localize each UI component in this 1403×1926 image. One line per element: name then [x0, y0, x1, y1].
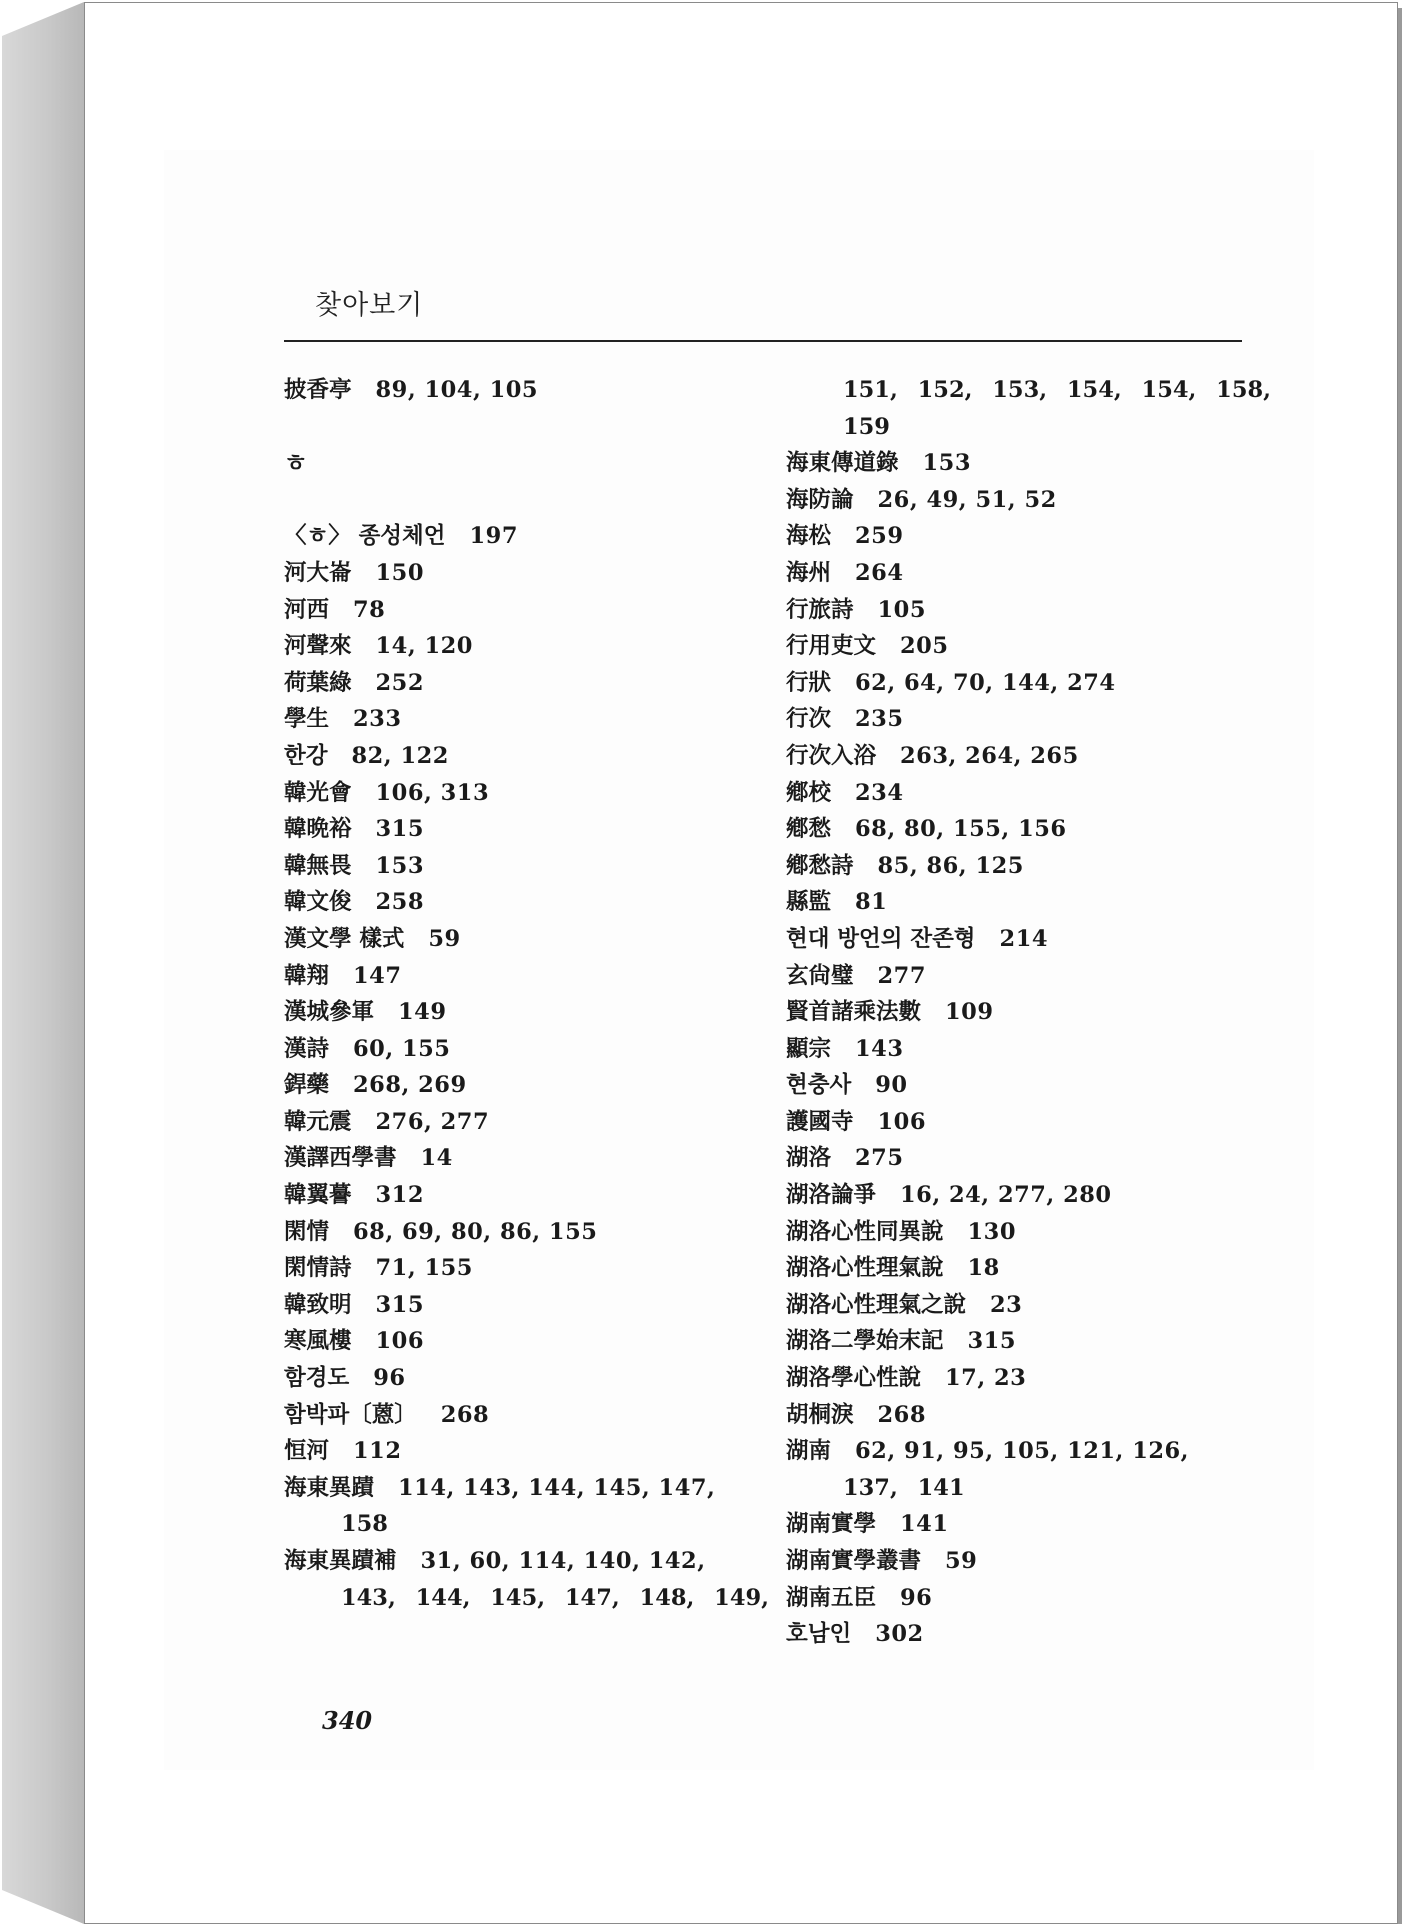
index-term: 行狀	[786, 669, 832, 696]
index-pages: 205	[900, 633, 949, 660]
index-term: 縣監	[786, 889, 832, 916]
index-pages: 197	[469, 523, 518, 550]
index-pages: 264	[855, 559, 904, 586]
index-entry	[284, 1433, 754, 1470]
index-term: 恒河	[284, 1438, 330, 1465]
index-entry	[284, 884, 754, 921]
index-pages: 18	[967, 1255, 1000, 1282]
index-entry	[284, 1397, 754, 1434]
index-term: 韓翔	[284, 962, 330, 989]
index-entry	[786, 1104, 1246, 1141]
index-pages: 68, 69, 80, 86, 155	[353, 1218, 598, 1245]
index-pages: 62, 91, 95, 105, 121, 126,	[855, 1438, 1190, 1465]
index-term: 銲藥	[284, 1072, 330, 1099]
section-gap	[284, 482, 754, 519]
index-pages: 252	[375, 669, 424, 696]
index-term: 湖南	[786, 1438, 832, 1465]
index-pages: 150	[375, 559, 424, 586]
index-pages-continued: 143, 144, 145, 147, 148, 149,	[341, 1584, 769, 1611]
index-term: 顯宗	[786, 1035, 832, 1062]
index-pages: 106	[877, 1108, 926, 1135]
index-entry	[786, 665, 1246, 702]
index-pages: 71, 155	[375, 1255, 473, 1282]
index-term: 海東異蹟補	[284, 1548, 397, 1574]
index-term: 湖南實學叢書	[786, 1548, 922, 1574]
index-pages: 68, 80, 155, 156	[855, 816, 1067, 843]
book-edge	[1398, 8, 1402, 1924]
index-entry	[284, 1067, 754, 1104]
index-pages: 31, 60, 114, 140, 142,	[420, 1548, 706, 1574]
index-term: 學生	[284, 706, 330, 733]
index-pages: 234	[855, 779, 904, 806]
index-term: 韓光會	[284, 779, 352, 806]
index-term: 湖洛論爭	[786, 1182, 877, 1209]
index-term: 함경도	[284, 1365, 350, 1392]
index-pages: 89, 104, 105	[375, 377, 539, 403]
index-pages: 60, 155	[353, 1035, 451, 1062]
index-term: 湖南五臣	[786, 1584, 877, 1611]
index-entry	[786, 1323, 1246, 1360]
index-pages: 90	[875, 1072, 908, 1099]
left-top-entries	[284, 372, 754, 409]
index-entry	[284, 738, 754, 775]
page-number: 340	[322, 1706, 373, 1735]
index-term: 湖洛心性理氣之說	[786, 1291, 967, 1318]
index-term: 韓文俊	[284, 889, 352, 916]
index-entry	[284, 921, 754, 958]
index-term: 胡桐淚	[786, 1401, 854, 1428]
index-pages: 233	[353, 706, 402, 733]
index-entry	[786, 1140, 1246, 1177]
index-term: 行旅詩	[786, 596, 854, 623]
index-entry	[786, 921, 1246, 958]
index-pages: 315	[967, 1328, 1016, 1355]
index-entry	[284, 372, 754, 409]
index-term: 湖洛二學始末記	[786, 1328, 944, 1355]
index-pages: 275	[855, 1145, 904, 1172]
index-term: 行次	[786, 706, 832, 733]
index-pages: 302	[875, 1621, 924, 1648]
index-term: 河西	[284, 596, 330, 623]
index-term: 함박파〔蒽〕	[284, 1401, 417, 1428]
index-pages: 149	[398, 999, 447, 1026]
index-pages: 96	[900, 1584, 933, 1611]
index-term: 漢譯西學書	[284, 1145, 397, 1172]
index-term: 鄕愁詩	[786, 852, 854, 879]
index-term: 海東傳道錄	[786, 450, 899, 477]
index-term: 호남인	[786, 1621, 852, 1648]
index-entry	[786, 1177, 1246, 1214]
index-entry	[786, 1031, 1246, 1068]
index-pages: 17, 23	[945, 1365, 1027, 1392]
index-entry	[786, 555, 1246, 592]
index-pages: 153	[375, 852, 424, 879]
index-term: 賢首諸乘法數	[786, 999, 922, 1026]
index-entry	[786, 628, 1246, 665]
index-pages: 214	[999, 925, 1049, 952]
index-term: 閑情詩	[284, 1255, 352, 1282]
index-entry	[284, 1250, 754, 1287]
index-entry	[284, 518, 754, 555]
index-entry	[284, 848, 754, 885]
index-entry	[786, 1616, 1246, 1653]
index-pages: 312	[375, 1182, 424, 1209]
index-entry	[284, 555, 754, 592]
index-pages: 26, 49, 51, 52	[877, 486, 1057, 513]
index-entry	[786, 1214, 1246, 1251]
index-term: 〈ㅎ〉 종성체언	[284, 523, 446, 550]
index-pages-continued: 159	[843, 413, 890, 440]
index-term: 湖洛心性同異說	[786, 1218, 944, 1245]
index-pages: 82, 122	[351, 742, 449, 769]
right-entries	[786, 445, 1246, 1653]
index-entry	[284, 1214, 754, 1251]
index-entry	[786, 738, 1246, 775]
index-entry	[284, 1140, 754, 1177]
index-entry	[786, 1433, 1246, 1470]
index-pages: 109	[945, 999, 994, 1026]
index-term: 韓致明	[284, 1291, 352, 1318]
index-pages: 106	[375, 1328, 424, 1355]
index-term: 현충사	[786, 1072, 852, 1099]
index-entry	[284, 1470, 754, 1507]
index-entry	[786, 482, 1246, 519]
index-entry	[284, 592, 754, 629]
index-entry	[786, 1287, 1246, 1324]
index-entry	[284, 1323, 754, 1360]
index-term: 현대 방언의 잔존형	[786, 925, 976, 952]
index-entry	[284, 701, 754, 738]
index-entry	[786, 848, 1246, 885]
index-entry	[786, 1506, 1246, 1543]
index-term: 行次入浴	[786, 742, 877, 769]
index-column-left	[284, 372, 769, 1616]
index-pages: 258	[375, 889, 424, 916]
index-term: 行用吏文	[786, 633, 877, 660]
index-pages: 315	[375, 1291, 424, 1318]
index-pages: 259	[855, 523, 904, 550]
index-entry	[284, 1031, 754, 1068]
index-pages-continued: 151, 152, 153, 154, 154, 158,	[843, 377, 1271, 403]
index-entry	[786, 1250, 1246, 1287]
index-pages: 315	[375, 816, 424, 843]
index-entry	[786, 958, 1246, 995]
index-entry	[284, 1177, 754, 1214]
index-pages: 78	[353, 596, 386, 623]
section-gap	[284, 409, 754, 446]
index-pages: 105	[877, 596, 926, 623]
index-entry	[786, 811, 1246, 848]
left-entries	[284, 518, 769, 1616]
index-pages: 81	[855, 889, 888, 916]
index-pages: 235	[855, 706, 904, 733]
index-entry	[284, 665, 754, 702]
header-rule	[284, 340, 1242, 342]
index-pages: 143	[855, 1035, 904, 1062]
index-pages: 130	[967, 1218, 1016, 1245]
index-pages: 153	[922, 450, 971, 477]
index-term: 海州	[786, 559, 832, 586]
index-term: 海松	[786, 523, 832, 550]
index-pages: 96	[373, 1365, 406, 1392]
index-pages: 277	[877, 962, 926, 989]
index-entry	[786, 884, 1246, 921]
index-entry	[284, 775, 754, 812]
index-term: 한강	[284, 742, 328, 769]
index-entry	[786, 1067, 1246, 1104]
index-entry	[284, 958, 754, 995]
index-pages: 114, 143, 144, 145, 147,	[398, 1474, 716, 1501]
index-term: 漢詩	[284, 1035, 330, 1062]
index-entry	[786, 1543, 1246, 1580]
running-head: 찾아보기	[315, 290, 424, 321]
index-entry	[786, 445, 1246, 482]
index-pages: 14, 120	[375, 633, 473, 660]
index-pages: 276, 277	[375, 1108, 490, 1135]
index-pages: 263, 264, 265	[900, 742, 1079, 769]
index-pages-continued: 158	[341, 1511, 388, 1538]
index-term: 鄕愁	[786, 816, 832, 843]
index-entry	[284, 1287, 754, 1324]
index-term: 披香亭	[284, 377, 352, 403]
index-pages: 112	[353, 1438, 402, 1465]
index-pages: 85, 86, 125	[877, 852, 1024, 879]
index-entry	[786, 518, 1246, 555]
index-term: 荷葉綠	[284, 669, 352, 696]
index-term: 河聲來	[284, 633, 352, 660]
index-term: 湖洛心性理氣說	[786, 1255, 944, 1282]
index-pages: 59	[945, 1548, 978, 1574]
index-term: 護國寺	[786, 1108, 854, 1135]
index-term: 玄尙璧	[786, 962, 854, 989]
index-entry	[284, 994, 754, 1031]
index-pages: 106, 313	[375, 779, 490, 806]
index-entry	[284, 1360, 754, 1397]
index-term: 韓元震	[284, 1108, 352, 1135]
index-term: 漢文學 樣式	[284, 925, 405, 952]
index-pages: 268	[877, 1401, 926, 1428]
index-entry	[284, 628, 754, 665]
index-column-right	[786, 372, 1271, 1653]
index-pages: 59	[428, 925, 461, 952]
index-entry	[786, 592, 1246, 629]
section-letter: ㅎ	[284, 449, 308, 478]
index-term: 河大崙	[284, 559, 352, 586]
index-pages: 23	[990, 1291, 1023, 1318]
index-term: 韓翼謩	[284, 1182, 352, 1209]
index-pages: 16, 24, 277, 280	[900, 1182, 1112, 1209]
index-entry	[786, 1580, 1246, 1617]
index-term: 閑情	[284, 1218, 330, 1245]
index-entry	[786, 701, 1246, 738]
index-entry	[786, 775, 1246, 812]
index-term: 湖洛學心性說	[786, 1365, 922, 1392]
index-term: 韓無畏	[284, 852, 352, 879]
index-entry	[786, 1360, 1246, 1397]
index-term: 韓晩裕	[284, 816, 352, 843]
index-term: 湖洛	[786, 1145, 832, 1172]
index-pages: 147	[353, 962, 402, 989]
index-pages: 62, 64, 70, 144, 274	[855, 669, 1116, 696]
index-pages: 268	[440, 1401, 490, 1428]
index-entry	[284, 1104, 754, 1141]
index-term: 湖南實學	[786, 1511, 877, 1538]
index-entry	[786, 994, 1246, 1031]
index-term: 海防論	[786, 486, 854, 513]
index-pages: 14	[420, 1145, 453, 1172]
index-term: 漢城參軍	[284, 999, 375, 1026]
right-continuation	[786, 372, 1271, 445]
index-pages: 141	[900, 1511, 949, 1538]
index-entry	[284, 1543, 754, 1580]
index-term: 鄕校	[786, 779, 832, 806]
book-spine	[2, 2, 84, 1924]
index-term: 寒風樓	[284, 1328, 352, 1355]
index-term: 海東異蹟	[284, 1474, 375, 1501]
index-pages: 268, 269	[353, 1072, 467, 1099]
index-pages-continued: 137, 141	[843, 1474, 965, 1501]
index-entry	[786, 1397, 1246, 1434]
index-entry	[284, 811, 754, 848]
